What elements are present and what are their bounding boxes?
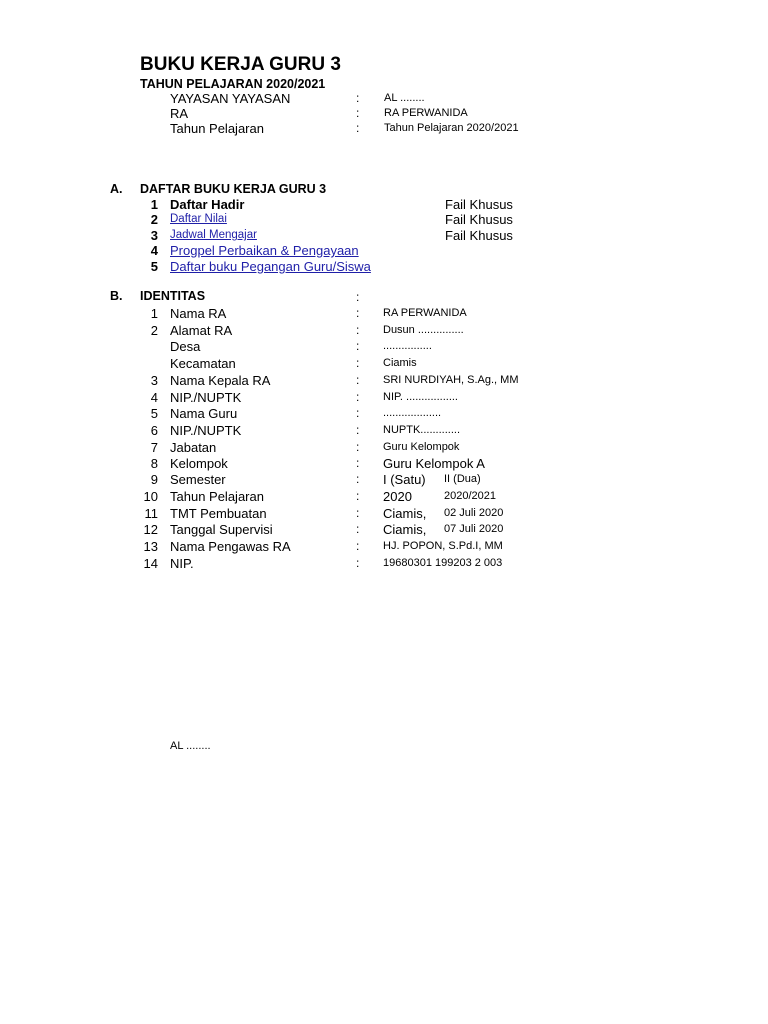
identity-row-label: Semester <box>170 472 226 487</box>
identity-row-colon: : <box>356 440 360 454</box>
header-label-tahun: Tahun Pelajaran <box>170 121 264 136</box>
identity-row-number: 3 <box>150 373 158 388</box>
link-progpel-perbaikan[interactable]: Progpel Perbaikan & Pengayaan <box>170 243 359 258</box>
identity-row-number: 13 <box>143 539 158 554</box>
identity-row-colon: : <box>356 539 360 553</box>
identity-row-value: 19680301 199203 2 003 <box>383 557 503 569</box>
identity-row-number: 5 <box>150 406 158 421</box>
list-item-daftar-hadir: Daftar Hadir <box>170 197 245 212</box>
identity-row-label: Nama Pengawas RA <box>170 539 291 554</box>
identity-row-value-secondary: 07 Juli 2020 <box>444 523 504 535</box>
identity-row-colon: : <box>356 306 360 320</box>
list-item-note: Fail Khusus <box>445 197 513 212</box>
document-subtitle: TAHUN PELAJARAN 2020/2021 <box>140 77 326 91</box>
identity-row-number: 14 <box>143 556 158 571</box>
identity-row-colon: : <box>356 390 360 404</box>
section-a-title: DAFTAR BUKU KERJA GURU 3 <box>140 182 327 196</box>
identity-row-value: Ciamis <box>383 357 417 369</box>
header-colon: : <box>356 121 360 135</box>
identity-row-number: 10 <box>143 489 158 504</box>
identity-row-label: Jabatan <box>170 440 217 455</box>
identity-row-number: 1 <box>150 306 158 321</box>
identity-row-colon: : <box>356 456 360 470</box>
identity-row-label: Nama Guru <box>170 406 238 421</box>
identity-row-label: Alamat RA <box>170 323 233 338</box>
identity-row-number: 12 <box>143 522 158 537</box>
identity-row-value: Ciamis, <box>383 522 427 537</box>
link-daftar-nilai[interactable]: Daftar Nilai <box>170 213 227 225</box>
identity-row-value-secondary: II (Dua) <box>444 473 481 485</box>
identity-row-colon: : <box>356 472 360 486</box>
identity-row-number: 9 <box>150 472 158 487</box>
identity-row-number: 6 <box>150 423 158 438</box>
identity-row-label: Kelompok <box>170 456 228 471</box>
list-item-note: Fail Khusus <box>445 228 513 243</box>
identity-row-label: Kecamatan <box>170 356 236 371</box>
header-label-ra: RA <box>170 106 189 121</box>
identity-row-colon: : <box>356 522 360 536</box>
identity-row-label: NIP./NUPTK <box>170 423 242 438</box>
identity-row-number: 11 <box>144 506 158 521</box>
section-b-colon: : <box>356 290 360 304</box>
identity-row-colon: : <box>356 339 360 353</box>
identity-row-value: I (Satu) <box>383 472 426 487</box>
identity-row-colon: : <box>356 506 360 520</box>
list-item-number: 3 <box>150 228 158 243</box>
identity-row-label: TMT Pembuatan <box>170 506 267 521</box>
identity-row-colon: : <box>356 323 360 337</box>
section-b-letter: B. <box>110 289 123 303</box>
list-item-number: 1 <box>150 197 158 212</box>
document-title: BUKU KERJA GURU 3 <box>140 54 341 75</box>
identity-row-label: Nama Kepala RA <box>170 373 271 388</box>
identity-row-value: ................... <box>383 407 442 419</box>
identity-row-label: Tanggal Supervisi <box>170 522 273 537</box>
identity-row-colon: : <box>356 373 360 387</box>
identity-row-label: NIP. <box>170 556 194 571</box>
identity-row-value: SRI NURDIYAH, S.Ag., MM <box>383 374 519 386</box>
list-item-number: 5 <box>150 259 158 274</box>
identity-row-label: Tahun Pelajaran <box>170 489 264 504</box>
section-a-letter: A. <box>110 182 123 196</box>
identity-row-value: Dusun ............... <box>383 324 464 336</box>
header-label-yayasan: YAYASAN YAYASAN <box>170 91 291 106</box>
identity-row-value: HJ. POPON, S.Pd.I, MM <box>383 540 503 552</box>
identity-row-colon: : <box>356 423 360 437</box>
identity-row-value: 2020 <box>383 489 412 504</box>
identity-row-value: Ciamis, <box>383 506 427 521</box>
identity-row-colon: : <box>356 356 360 370</box>
identity-row-value-secondary: 2020/2021 <box>444 490 496 502</box>
identity-row-colon: : <box>356 406 360 420</box>
identity-row-label: Nama RA <box>170 306 227 321</box>
identity-row-number: 4 <box>150 390 158 405</box>
header-value-yayasan: AL ........ <box>384 92 425 104</box>
section-b-title: IDENTITAS <box>140 289 206 303</box>
identity-row-label: NIP./NUPTK <box>170 390 242 405</box>
header-value-tahun: Tahun Pelajaran 2020/2021 <box>384 122 519 134</box>
identity-row-number: 2 <box>150 323 158 338</box>
footer-text: AL ........ <box>170 740 211 752</box>
identity-row-value: NUPTK............. <box>383 424 461 436</box>
list-item-number: 2 <box>150 212 158 227</box>
identity-row-value: Guru Kelompok <box>383 441 460 453</box>
identity-row-colon: : <box>356 556 360 570</box>
link-daftar-buku-pegangan[interactable]: Daftar buku Pegangan Guru/Siswa <box>170 259 371 274</box>
list-item-number: 4 <box>150 243 158 258</box>
identity-row-label: Desa <box>170 339 201 354</box>
identity-row-value: RA PERWANIDA <box>383 307 467 319</box>
identity-row-value-secondary: 02 Juli 2020 <box>444 507 504 519</box>
link-jadwal-mengajar[interactable]: Jadwal Mengajar <box>170 229 257 241</box>
header-colon: : <box>356 106 360 120</box>
identity-row-colon: : <box>356 489 360 503</box>
list-item-note: Fail Khusus <box>445 212 513 227</box>
header-value-ra: RA PERWANIDA <box>384 107 468 119</box>
identity-row-number: 7 <box>150 440 158 455</box>
identity-row-value: ................ <box>383 340 432 352</box>
identity-row-number: 8 <box>150 456 158 471</box>
header-colon: : <box>356 91 360 105</box>
identity-row-value: NIP. ................. <box>383 391 458 403</box>
identity-row-value: Guru Kelompok A <box>383 456 485 471</box>
